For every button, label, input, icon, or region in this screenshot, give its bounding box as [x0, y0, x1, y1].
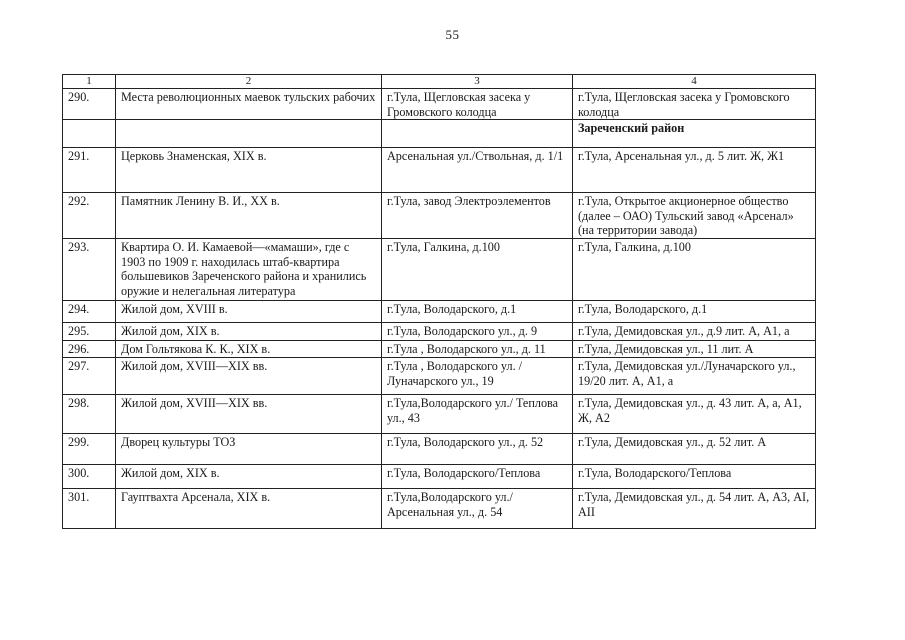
row-number: 298.	[63, 395, 116, 434]
object-name: Жилой дом, XIX в.	[116, 323, 382, 341]
table-row	[63, 301, 816, 323]
object-address: г.Тула, Щегловская засека у Громовского колодца	[382, 89, 573, 120]
object-name: Жилой дом, XVIII в.	[116, 301, 382, 323]
object-location: г.Тула, Демидовская ул./Луначарского ул., 19/20 лит. А, А1, а	[573, 358, 816, 395]
object-location: г.Тула, Володарского/Теплова	[573, 465, 816, 489]
object-location: г.Тула, Арсенальная ул., д. 5 лит. Ж, Ж1	[573, 148, 816, 193]
row-number: 293.	[63, 239, 116, 301]
row-number: 291.	[63, 148, 116, 193]
object-name: Гауптвахта Арсенала, XIX в.	[116, 489, 382, 529]
object-location: г.Тула, Галкина, д.100	[573, 239, 816, 301]
table-header-row	[63, 75, 816, 89]
empty-cell	[63, 120, 116, 148]
object-address: Арсенальная ул./Ствольная, д. 1/1	[382, 148, 573, 193]
object-address: г.Тула, Володарского ул., д. 9	[382, 323, 573, 341]
object-address: г.Тула , Володарского ул., д. 11	[382, 341, 573, 358]
column-header-4: 4	[573, 75, 816, 89]
row-number: 294.	[63, 301, 116, 323]
column-header-3: 3	[382, 75, 573, 89]
object-name: Жилой дом, XVIII—XIX вв.	[116, 395, 382, 434]
row-number: 290.	[63, 89, 116, 120]
district-row	[63, 120, 816, 148]
object-location: г.Тула, Демидовская ул., д. 54 лит. А, А3, АI, АII	[573, 489, 816, 529]
object-name: Церковь Знаменская, XIX в.	[116, 148, 382, 193]
object-name: Дом Гольтякова К. К., XIX в.	[116, 341, 382, 358]
table-row	[63, 341, 816, 358]
column-header-1: 1	[63, 75, 116, 89]
column-header-2: 2	[116, 75, 382, 89]
object-name: Дворец культуры ТОЗ	[116, 434, 382, 465]
object-address: г.Тула, Володарского, д.1	[382, 301, 573, 323]
object-name: Места революционных маевок тульских рабочих	[116, 89, 382, 120]
object-name: Жилой дом, XVIII—XIX вв.	[116, 358, 382, 395]
object-address: г.Тула, Володарского/Теплова	[382, 465, 573, 489]
object-address: г.Тула , Володарского ул. / Луначарского ул., 19	[382, 358, 573, 395]
object-name: Памятник Ленину В. И., XX в.	[116, 193, 382, 239]
table-row	[63, 395, 816, 434]
table-row	[63, 239, 816, 301]
object-location: г.Тула, Щегловская засека у Громовского колодца	[573, 89, 816, 120]
monuments-table	[62, 74, 816, 529]
object-location: г.Тула, Демидовская ул., 11 лит. А	[573, 341, 816, 358]
object-address: г.Тула, Володарского ул., д. 52	[382, 434, 573, 465]
object-name: Квартира О. И. Камаевой—«мамаши», где с 1903 по 1909 г. находилась штаб-квартира большевиков Зареченского района и хранились оружие и нелегальная литература	[116, 239, 382, 301]
object-address: г.Тула,Володарского ул./ Теплова ул., 43	[382, 395, 573, 434]
object-address: г.Тула, Галкина, д.100	[382, 239, 573, 301]
table-row	[63, 148, 816, 193]
table-row	[63, 489, 816, 529]
row-number: 296.	[63, 341, 116, 358]
object-address: г.Тула,Володарского ул./Арсенальная ул., д. 54	[382, 489, 573, 529]
table-row	[63, 465, 816, 489]
table-row	[63, 323, 816, 341]
row-number: 301.	[63, 489, 116, 529]
empty-cell	[382, 120, 573, 148]
row-number: 300.	[63, 465, 116, 489]
table-row	[63, 358, 816, 395]
table-row	[63, 434, 816, 465]
row-number: 292.	[63, 193, 116, 239]
table-row	[63, 193, 816, 239]
object-location: г.Тула, Володарского, д.1	[573, 301, 816, 323]
table-row	[63, 89, 816, 120]
page-number: 55	[445, 27, 460, 42]
object-location: г.Тула, Демидовская ул., д. 43 лит. А, а, А1, Ж, А2	[573, 395, 816, 434]
district-heading: Зареченский район	[573, 120, 816, 148]
object-name: Жилой дом, XIX в.	[116, 465, 382, 489]
object-location: г.Тула, Демидовская ул., д.9 лит. А, А1, а	[573, 323, 816, 341]
object-address: г.Тула, завод Электроэлементов	[382, 193, 573, 239]
empty-cell	[116, 120, 382, 148]
row-number: 295.	[63, 323, 116, 341]
object-location: г.Тула, Демидовская ул., д. 52 лит. А	[573, 434, 816, 465]
object-location: г.Тула, Открытое акционерное общество (далее – ОАО) Тульский завод «Арсенал» (на территории завода)	[573, 193, 816, 239]
row-number: 299.	[63, 434, 116, 465]
row-number: 297.	[63, 358, 116, 395]
